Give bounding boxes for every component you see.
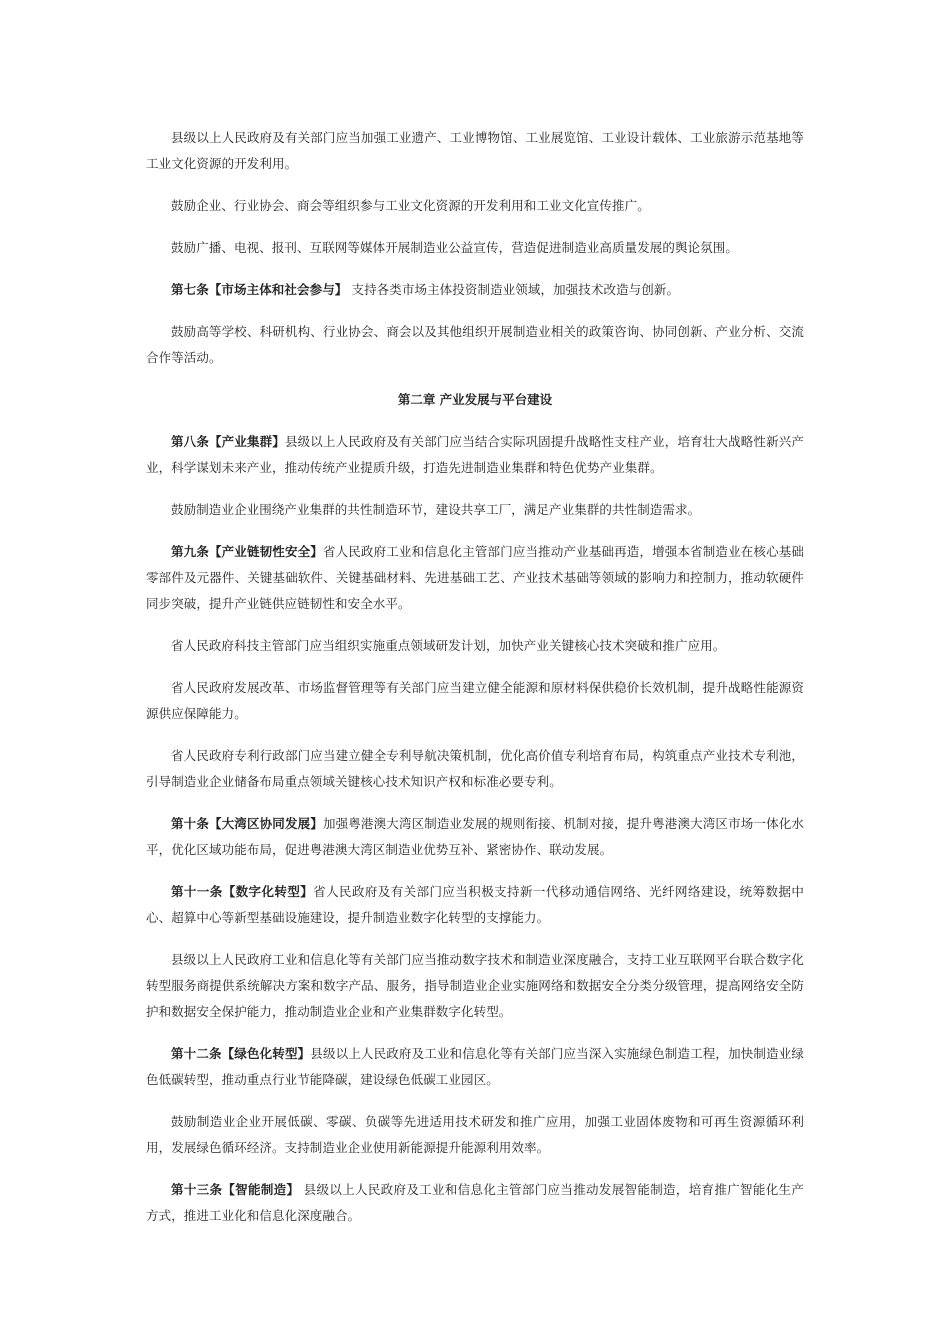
paragraph-5 xyxy=(146,319,804,371)
paragraph-text: 支持各类市场主体投资制造业领域，加强技术改造与创新。 xyxy=(347,282,680,297)
paragraph-text: 加强粤港澳大湾区制造业发展的规则衔接、机制对接，提升粤港澳大湾区市场一体化水平，优化区域功能布局，促进粤港澳大湾区制造业优势互补、紧密协作、联动发展。 xyxy=(146,816,804,857)
paragraph-10 xyxy=(146,633,804,659)
article-heading: 第十二条【绿色化转型】 xyxy=(171,1046,311,1061)
paragraph-text: 县级以上人民政府及有关部门应当加强工业遗产、工业博物馆、工业展览馆、工业设计载体、工业旅游示范基地等工业文化资源的开发利用。 xyxy=(146,130,804,171)
paragraph-text: 县级以上人民政府及工业和信息化等有关部门应当深入实施绿色制造工程，加快制造业绿色低碳转型，推动重点行业节能降碳，建设绿色低碳工业园区。 xyxy=(146,1046,804,1087)
article-11 xyxy=(146,879,804,931)
paragraph-1 xyxy=(146,125,804,177)
paragraph-text: 省人民政府专利行政部门应当建立健全专利导航决策机制，优化高价值专利培育布局，构筑重点产业技术专利池，引导制造业企业储备布局重点领域关键核心技术知识产权和标准必要专利。 xyxy=(146,748,804,789)
paragraph-text: 省人民政府发展改革、市场监督管理等有关部门应当建立健全能源和原材料保供稳价长效机制，提升战略性能源资源供应保障能力。 xyxy=(146,680,804,721)
paragraph-text: 鼓励制造业企业开展低碳、零碳、负碳等先进适用技术研发和推广应用，加强工业固体废物和可再生资源循环利用，发展绿色循环经济。支持制造业企业使用新能源提升能源利用效率。 xyxy=(146,1114,804,1155)
paragraph-3 xyxy=(146,235,804,261)
article-13 xyxy=(146,1177,804,1229)
article-heading: 第十条【大湾区协同发展】 xyxy=(171,816,323,831)
paragraph-text: 鼓励企业、行业协会、商会等组织参与工业文化资源的开发利用和工业文化宣传推广。 xyxy=(171,198,650,213)
paragraph-8 xyxy=(146,497,804,523)
chapter-title: 第二章 产业发展与平台建设 xyxy=(397,392,553,407)
article-heading: 第七条【市场主体和社会参与】 xyxy=(171,282,348,297)
paragraph-text: 省人民政府工业和信息化主管部门应当推动产业基础再造，增强本省制造业在核心基础零部件及元器件、关键基础软件、关键基础材料、先进基础工艺、产业技术基础等领域的影响力和控制力，推动软硬件同步突破，提升产业链供应链韧性和安全水平。 xyxy=(146,544,804,611)
paragraph-text: 鼓励制造业企业围绕产业集群的共性制造环节，建设共享工厂，满足产业集群的共性制造需求。 xyxy=(171,502,701,517)
paragraph-15 xyxy=(146,947,804,1025)
article-9 xyxy=(146,539,804,617)
article-12 xyxy=(146,1041,804,1093)
article-heading: 第十三条【智能制造】 xyxy=(171,1182,300,1197)
paragraph-text: 省人民政府及有关部门应当积极支持新一代移动通信网络、光纤网络建设，统筹数据中心、超算中心等新型基础设施建设，提升制造业数字化转型的支撑能力。 xyxy=(146,884,804,925)
article-7 xyxy=(146,277,804,303)
paragraph-12 xyxy=(146,743,804,795)
paragraph-17 xyxy=(146,1109,804,1161)
article-heading: 第九条【产业链韧性安全】 xyxy=(171,544,323,559)
paragraph-text: 县级以上人民政府及有关部门应当结合实际巩固提升战略性支柱产业，培育壮大战略性新兴产业，科学谋划未来产业，推动传统产业提质升级，打造先进制造业集群和特色优势产业集群。 xyxy=(146,434,804,475)
article-heading: 第八条【产业集群】 xyxy=(171,434,285,449)
article-heading: 第十一条【数字化转型】 xyxy=(171,884,314,899)
paragraph-text: 县级以上人民政府工业和信息化等有关部门应当推动数字技术和制造业深度融合，支持工业互联网平台联合数字化转型服务商提供系统解决方案和数字产品、服务，指导制造业企业实施网络和数据安全分类分级管理，提高网络安全防护和数据安全保护能力，推动制造业企业和产业集群数字化转型。 xyxy=(146,952,804,1019)
paragraph-text: 鼓励高等学校、科研机构、行业协会、商会以及其他组织开展制造业相关的政策咨询、协同创新、产业分析、交流合作等活动。 xyxy=(146,324,804,365)
paragraph-2 xyxy=(146,193,804,219)
article-10 xyxy=(146,811,804,863)
paragraph-11 xyxy=(146,675,804,727)
paragraph-text: 省人民政府科技主管部门应当组织实施重点领域研发计划，加快产业关键核心技术突破和推广应用。 xyxy=(171,638,726,653)
chapter-heading xyxy=(146,387,804,413)
article-8 xyxy=(146,429,804,481)
paragraph-text: 鼓励广播、电视、报刊、互联网等媒体开展制造业公益宣传，营造促进制造业高质量发展的舆论氛围。 xyxy=(171,240,739,255)
paragraph-text: 县级以上人民政府及工业和信息化主管部门应当推动发展智能制造，培育推广智能化生产方式，推进工业化和信息化深度融合。 xyxy=(146,1182,804,1223)
